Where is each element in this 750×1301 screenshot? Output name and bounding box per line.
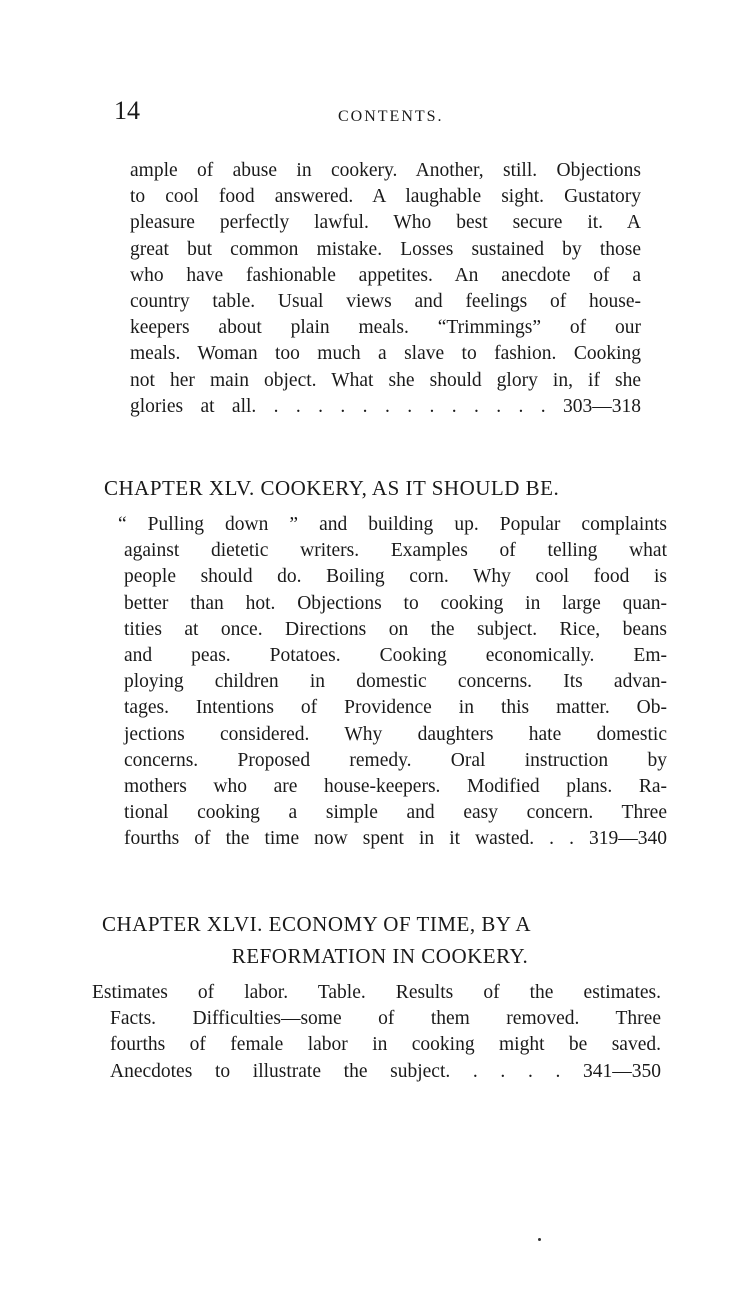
text-line: country table. Usual views and feelings of house- [130, 291, 641, 313]
text-line: meals. Woman too much a slave to fashion. Cooking [130, 343, 641, 365]
text-line: tages. Intentions of Providence in this matter. Ob- [124, 697, 667, 719]
text-line: ploying children in domestic concerns. Its advan- [124, 671, 667, 693]
text-line: to cool food answered. A laughable sight. Gustatory [130, 186, 641, 208]
chapter-46-summary [92, 980, 661, 1085]
chapter-46-heading-line2: REFORMATION IN COOKERY. [231, 944, 529, 968]
text-line: Anecdotes to illustrate the subject. . . . . 341—350 [110, 1060, 661, 1082]
text-line: tities at once. Directions on the subject. Rice, beans [124, 618, 667, 640]
text-line: Facts. Difficulties—some of them removed. Three [110, 1008, 661, 1030]
text-line: ample of abuse in cookery. Another, still. Objections [130, 160, 641, 181]
text-line: not her main object. What she should glory in, if she [130, 369, 641, 391]
text-line: fourths of female labor in cooking might be saved. [110, 1034, 661, 1056]
text-line: glories at all. . . . . . . . . . . . . . 303—318 [130, 395, 641, 417]
chapter-46-heading-line1: CHAPTER XLVI. ECONOMY OF TIME, BY A [102, 912, 531, 936]
text-line: who have fashionable appetites. An anecdote of a [130, 264, 641, 286]
text-line: pleasure perfectly lawful. Who best secure it. A [130, 212, 641, 234]
text-line: people should do. Boiling corn. Why cool food is [124, 566, 667, 588]
running-head: CONTENTS. [338, 108, 444, 125]
text-line: mothers who are house-keepers. Modified plans. Ra- [124, 776, 667, 798]
text-line: fourths of the time now spent in it wasted. . . 319—340 [124, 828, 667, 850]
text-line: “ Pulling down ” and building up. Popular complaints [118, 514, 667, 535]
text-line: great but common mistake. Losses sustained by those [130, 238, 641, 260]
text-line: Estimates of labor. Table. Results of the estimates. [92, 982, 661, 1003]
text-line: against dietetic writers. Examples of telling what [124, 540, 667, 562]
text-line: keepers about plain meals. “Trimmings” of our [130, 317, 641, 339]
text-line: better than hot. Objections to cooking in large quan- [124, 592, 667, 614]
text-line: tional cooking a simple and easy concern. Three [124, 802, 667, 824]
contents-entry-continued [130, 158, 641, 420]
text-line: concerns. Proposed remedy. Oral instruction by [124, 749, 667, 771]
page-number: 14 [114, 96, 140, 125]
ink-speck [538, 1238, 541, 1241]
text-line: jections considered. Why daughters hate domestic [124, 723, 667, 745]
chapter-45-heading: CHAPTER XLV. COOKERY, AS IT SHOULD BE. [104, 476, 560, 500]
chapter-45-summary [118, 512, 667, 853]
text-line: and peas. Potatoes. Cooking economically. Em- [124, 645, 667, 667]
